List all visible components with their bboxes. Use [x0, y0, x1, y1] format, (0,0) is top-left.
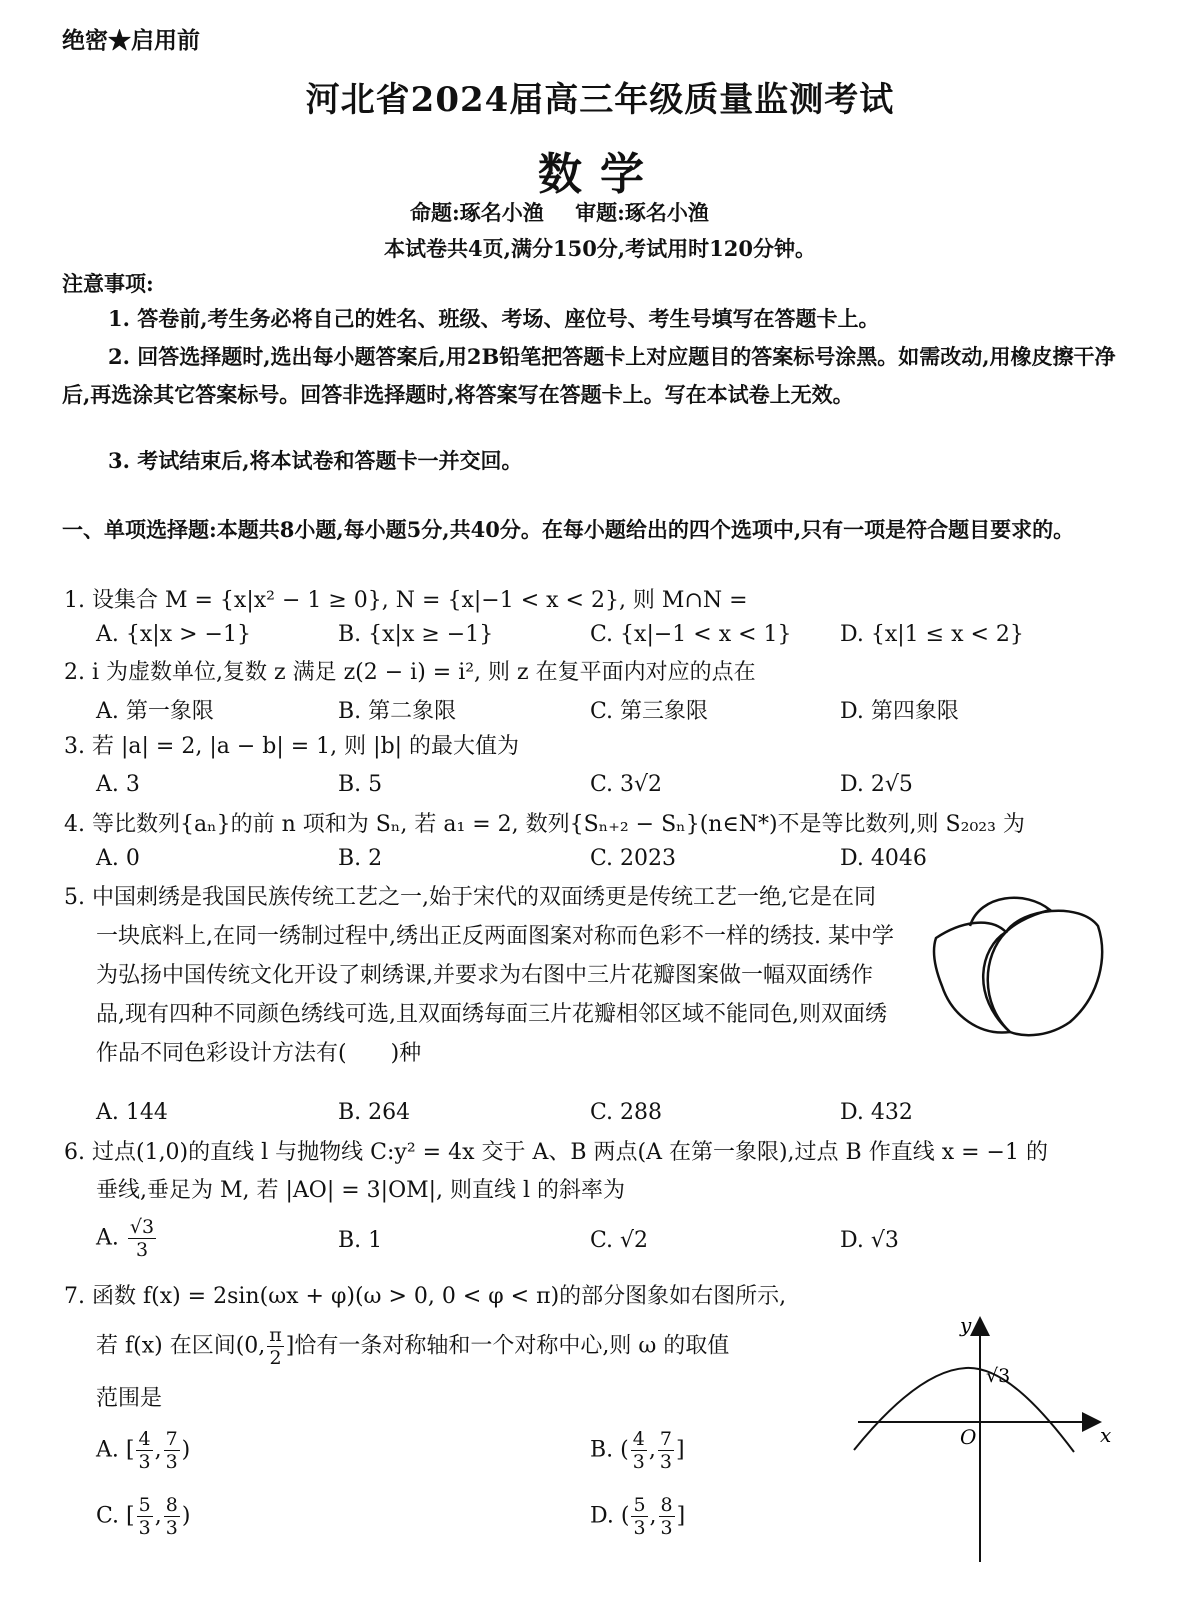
- q1-option-c: C. {x|−1 < x < 1}: [590, 622, 792, 647]
- q5-option-c: C. 288: [590, 1100, 663, 1125]
- q7-stem-line1: 7. 函数 f(x) = 2sin(ωx + φ)(ω > 0, 0 < φ < π)的部分图象如右图所示,: [64, 1284, 787, 1309]
- q7-option-a: A. [ $\frac{4}{3}$ , $\frac{7}{3}$ ): [96, 1428, 191, 1473]
- authors-line: [410, 197, 733, 227]
- q2-stem: 2. i 为虚数单位,复数 z 满足 z(2 − i) = i², 则 z 在复平面内对应的点在: [64, 660, 756, 685]
- q5-option-a: A. 144: [96, 1100, 168, 1125]
- q4-option-b: B. 2: [338, 846, 383, 871]
- origin-label: O: [960, 1425, 977, 1449]
- q4-option-c: C. 2023: [590, 846, 677, 871]
- author: 命题:琢名小渔: [410, 200, 544, 225]
- q3-option-a: A. 3: [96, 772, 140, 797]
- q6-stem-line1: 6. 过点(1,0)的直线 l 与抛物线 C:y² = 4x 交于 A、B 两点(A 在第一象限),过点 B 作直线 x = −1 的: [64, 1140, 1048, 1165]
- q6-option-a-fraction: $\frac{√3}{3}$: [129, 1216, 155, 1261]
- q6-option-a: A. $\frac{√3}{3}$: [96, 1216, 155, 1261]
- q1-option-d: D. {x|1 ≤ x < 2}: [840, 622, 1024, 647]
- q1-option-b: B. {x|x ≥ −1}: [338, 622, 494, 647]
- q7-option-b: B. ( $\frac{4}{3}$ , $\frac{7}{3}$ ]: [590, 1428, 685, 1473]
- q3-option-c: C. 3√2: [590, 772, 663, 797]
- q2-option-c: C. 第三象限: [590, 699, 709, 724]
- y-axis-label: y: [960, 1313, 972, 1337]
- notice-heading: 注意事项:: [62, 271, 154, 296]
- notice-item-1: 1. 答卷前,考生务必将自己的姓名、班级、考场、座位号、考生号填写在答题卡上。: [108, 306, 880, 331]
- q6-option-c: C. √2: [590, 1228, 649, 1253]
- reviewer: 审题:琢名小渔: [575, 200, 709, 225]
- q7-stem-line2: 若 f(x) 在区间(0, $\frac{\pi}{2}$ ]恰有一条对称轴和一个对称中心,则 ω 的取值: [96, 1324, 730, 1369]
- q6-option-b: B. 1: [338, 1228, 383, 1253]
- q2-option-a: A. 第一象限: [96, 699, 214, 724]
- q3-stem: 3. 若 |a| = 2, |a − b| = 1, 则 |b| 的最大值为: [64, 734, 520, 759]
- q5-option-b: B. 264: [338, 1100, 411, 1125]
- q5-stem: 5. 中国刺绣是我国民族传统工艺之一,始于宋代的双面绣更是传统工艺一绝,它是在同一块底料上,在同一绣制过程中,绣出正反两面图案对称而色彩不一样的绣技. 某中学为弘扬中国传统文化开设了刺绣课,并要求为右图中三片花瓣图案做一幅双面绣作品,现有四种不同颜色绣线可选,且双面绣每面三片花瓣相邻区域不能同色,则双面绣作品不同色彩设计方法有( )种: [64, 885, 894, 1066]
- notice-item-2: 2. 回答选择题时,选出每小题答案后,用2B铅笔把答题卡上对应题目的答案标号涂黑。如需改动,用橡皮擦干净后,再选涂其它答案标号。回答非选择题时,将答案写在答题卡上。写在本试卷上无效。: [62, 344, 1116, 407]
- exam-info: 本试卷共4页,满分150分,考试用时120分钟。: [384, 236, 816, 261]
- sine-graph-figure: [848, 1312, 1128, 1572]
- q5-option-d: D. 432: [840, 1100, 913, 1125]
- x-axis-label: x: [1100, 1423, 1112, 1447]
- q4-option-a: A. 0: [96, 846, 140, 871]
- y-intercept-label: √3: [986, 1365, 1011, 1387]
- q1-option-a: A. {x|x > −1}: [96, 622, 251, 647]
- q7-option-d: D. ( $\frac{5}{3}$ , $\frac{8}{3}$ ]: [590, 1494, 686, 1539]
- q3-option-b: B. 5: [338, 772, 383, 797]
- q4-option-d: D. 4046: [840, 846, 927, 871]
- confidential-mark: 绝密★启用前: [62, 27, 200, 54]
- exam-title: 河北省2024届高三年级质量监测考试: [305, 80, 895, 120]
- q2-option-b: B. 第二象限: [338, 699, 457, 724]
- section-heading: 一、单项选择题:本题共8小题,每小题5分,共40分。在每小题给出的四个选项中,只有一项是符合题目要求的。: [62, 517, 1075, 542]
- q6-option-d: D. √3: [840, 1228, 899, 1253]
- notice-item-3: 3. 考试结束后,将本试卷和答题卡一并交回。: [108, 448, 523, 473]
- q1-stem: 1. 设集合 M = {x|x² − 1 ≥ 0}, N = {x|−1 < x < 2}, 则 M∩N =: [64, 588, 748, 613]
- q3-option-d: D. 2√5: [840, 772, 913, 797]
- q2-option-d: D. 第四象限: [840, 699, 959, 724]
- flower-petals-figure: [930, 886, 1110, 1046]
- q7-stem-line3: 范围是: [96, 1386, 163, 1411]
- q6-stem-line2: 垂线,垂足为 M, 若 |AO| = 3|OM|, 则直线 l 的斜率为: [96, 1178, 626, 1203]
- subject-title: 数学: [538, 149, 662, 200]
- q4-stem: 4. 等比数列{aₙ}的前 n 项和为 Sₙ, 若 a₁ = 2, 数列{Sₙ₊₂ − Sₙ}(n∈N*)不是等比数列,则 S₂₀₂₃ 为: [64, 812, 1025, 837]
- q7-option-c: C. [ $\frac{5}{3}$ , $\frac{8}{3}$ ): [96, 1494, 191, 1539]
- q7-pi-over-2: $\frac{\pi}{2}$: [269, 1324, 282, 1369]
